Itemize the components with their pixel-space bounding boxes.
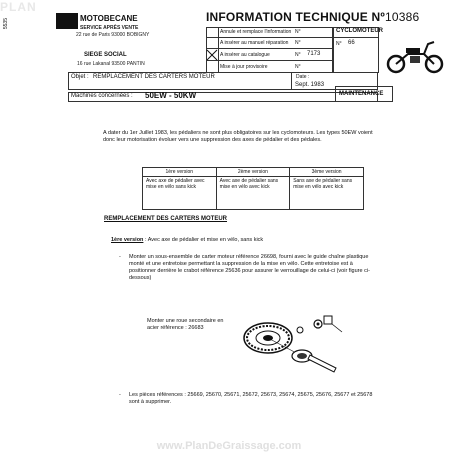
watermark-bottom: www.PlanDeGraissage.com (156, 440, 302, 452)
version-header-3: 3ème version (290, 168, 364, 177)
side-code: 5535 (3, 18, 9, 30)
category-label: CYCLOMOTEUR (336, 28, 383, 34)
first-version-line (111, 237, 263, 244)
service-title: SERVICE APRÈS VENTE (80, 25, 139, 31)
checklist-suffix-1: N° (295, 29, 301, 35)
version-cell-2: Avec axe de pédalier sans mise en vélo avec kick (216, 177, 290, 210)
versions-table (142, 167, 364, 210)
title-text: INFORMATION TECHNIQUE Nº (206, 10, 385, 24)
hq-title: SIEGE SOCIAL (84, 52, 127, 58)
first-version-text: : Avec axe de pédalier et mise en vélo, sans kick (144, 237, 264, 243)
version-cell-1: Avec axe de pédalier avec mise en vélo sans kick (143, 177, 217, 210)
document-title (206, 10, 419, 24)
parts-text: Les pièces références : 25669, 25670, 25671, 25672, 25673, 25674, 25675, 25676, 25677 et 25678 sont à supprimer. (129, 392, 373, 405)
moped-icon (384, 38, 446, 74)
maintenance-label: MAINTENANCE (339, 91, 384, 97)
first-version-bullet: Monter un sous-ensemble de carter moteur référence 26698, fourni avec le guide chaîne plastique monté et une entretoise permettant la suppression de la mise en vélo. Cette entretoise est à positionner derrière le crabot référence 25636 pour assurer le verrouillage de celui-ci (voir figure ci-dessous) (129, 254, 370, 281)
checklist-label-1: Annule et remplace l'information (220, 29, 292, 35)
version-cell-3: Sans axe de pédalier sans mise en vélo avec kick (290, 177, 364, 210)
object-divider (291, 72, 292, 90)
checklist-suffix-4: N° (295, 64, 301, 70)
machines-label: Machines concernées : (71, 93, 133, 99)
machines-value: 50EW - 50KW (145, 91, 197, 100)
n-value: 66 (348, 40, 355, 46)
checklist-row-1 (206, 27, 333, 38)
checklist-label-2: A insérer au manuel réparation (220, 40, 289, 46)
hq-address: 16 rue Lakanal 93500 PANTIN (77, 61, 145, 67)
date-label: Date : (296, 74, 310, 80)
versions-body-row (143, 177, 364, 210)
date-value: Sept. 1983 (295, 82, 325, 88)
checklist-row-2 (206, 38, 333, 49)
figure-caption: Monter une roue secondaire en acier référence : 26683 (147, 318, 224, 331)
n-label: N° (336, 41, 342, 47)
checklist-label-4: Mise à jour provisoire (220, 64, 268, 70)
version-header-1: 1ère version (143, 168, 217, 177)
checklist-suffix-2: N° (295, 40, 301, 46)
parts-dash: - (119, 392, 121, 398)
motobecane-logo (56, 13, 78, 29)
watermark-top: PLAN (0, 0, 37, 14)
checklist-suffix-3: N° (295, 52, 301, 58)
catalogue-number: 7173 (307, 51, 321, 57)
object-label: Objet : (71, 74, 89, 80)
document-number: 10386 (384, 10, 420, 24)
bullet-dash: - (119, 254, 121, 260)
service-address: 22 rue de Paris 93000 BOBIGNY (76, 32, 150, 38)
object-text: REMPLACEMENT DES CARTERS MOTEUR (93, 74, 215, 80)
version-header-2: 2ème version (216, 168, 290, 177)
check-mark-icon (206, 49, 218, 61)
intro-paragraph: A dater du 1er Juillet 1983, les pédaliers ne sont plus obligatoires sur les cyclomoteurs. Les types 50EW voient donc leur motorisation évoluer vers une suppression des axes de pédalier et des pédales. (103, 130, 373, 143)
checklist-row-3 (206, 49, 333, 61)
versions-header-row (143, 168, 364, 177)
company-name: MOTOBECANE (80, 14, 138, 23)
section-title: REMPLACEMENT DES CARTERS MOTEUR (104, 216, 228, 222)
category-divider (333, 37, 379, 38)
first-version-label: 1ère version (111, 237, 144, 243)
gear-assembly-illustration (238, 312, 348, 380)
checklist-label-3: A insérer au catalogue (220, 52, 270, 58)
